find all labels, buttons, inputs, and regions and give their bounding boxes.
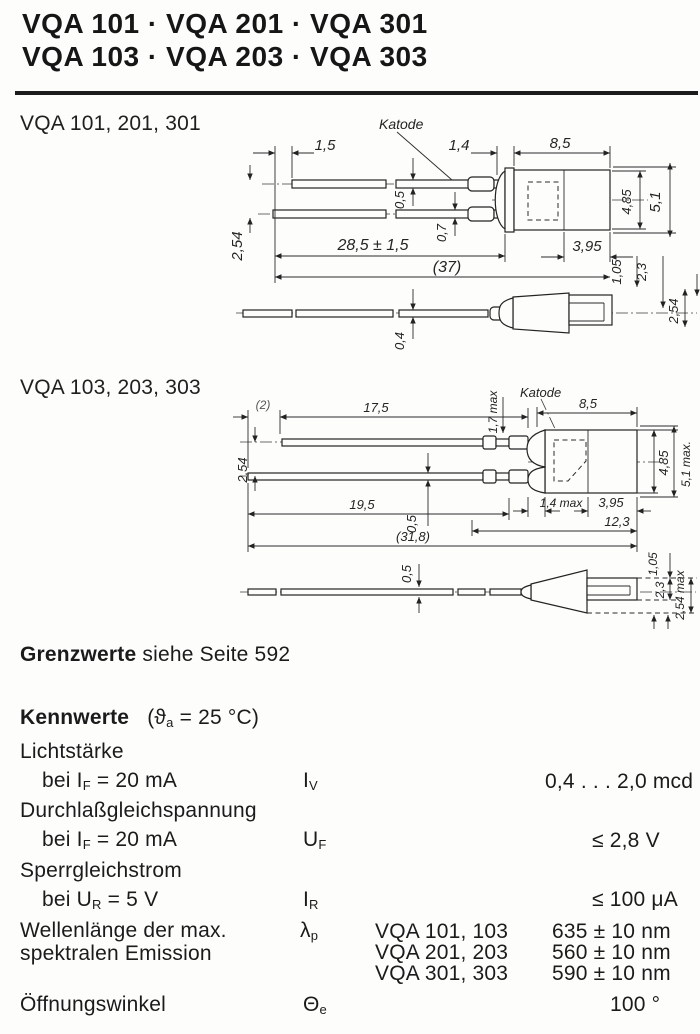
dim-pitch-side: 2,54 bbox=[666, 298, 681, 324]
dim-standoff-large: 2,3 bbox=[634, 262, 649, 282]
dim-overall-length: (37) bbox=[432, 259, 462, 276]
title-divider-rule bbox=[15, 91, 698, 95]
row-sperr-condition: bei $U_R = 5$ V bbox=[42, 888, 159, 912]
dim-lead-top-length: 17,5 bbox=[363, 400, 389, 415]
row-sperr-value: ≤ 100 μA bbox=[592, 888, 678, 911]
row-oeffnung-value: 100 ° bbox=[610, 993, 661, 1016]
drawing1-katode-label: Katode bbox=[379, 116, 424, 132]
dim-cap-length2: 3,95 bbox=[598, 495, 624, 510]
dim-body-diameter: 4,85 bbox=[619, 189, 634, 215]
drawing2-leads bbox=[248, 436, 528, 483]
dim-standoff-small: 1,05 bbox=[609, 259, 624, 285]
row-wellenlaenge-value-2: 560 ± 10 nm bbox=[552, 941, 671, 964]
dim-lead-pitch: 2,54 bbox=[229, 231, 246, 261]
row-oeffnung-symbol: $\Theta_e$ bbox=[303, 993, 327, 1017]
row-lichtstaerke-name: Lichtstärke bbox=[20, 740, 124, 763]
kennwerte-heading: Kennwerte bbox=[20, 706, 130, 729]
drawing2-body bbox=[527, 430, 637, 493]
dim-overall-length2: (31,8) bbox=[396, 529, 430, 544]
row-oeffnung-name: Öffnungswinkel bbox=[20, 993, 166, 1016]
grenzwerte-rest: siehe Seite 592 bbox=[142, 643, 291, 666]
row-wellenlaenge-value-1: 635 ± 10 nm bbox=[552, 920, 671, 943]
row-lichtstaerke-symbol: $I_V$ bbox=[303, 769, 318, 793]
dim-lead-thickness-top: 0,5 bbox=[392, 190, 407, 210]
drawing2-centerlines bbox=[240, 399, 696, 592]
row-wellenlaenge-type-2: VQA 201, 203 bbox=[375, 941, 509, 964]
page-title-line2: VQA 103 · VQA 203 · VQA 303 bbox=[22, 41, 428, 72]
dim-lead-thickness2: 0,5 bbox=[404, 514, 419, 534]
dim-standoff-small2: 1,05 bbox=[646, 552, 660, 576]
drawing1-body bbox=[495, 168, 610, 232]
kennwerte-heading-line bbox=[20, 706, 259, 730]
dim-pitch-side2: 2,54 max bbox=[673, 570, 687, 620]
row-wellenlaenge-symbol: $\lambda_p$ bbox=[300, 919, 319, 943]
drawing1-side-view bbox=[243, 293, 612, 333]
row-durchlass-condition: bei $I_F = 20$ mA bbox=[42, 828, 178, 852]
dim-lead-offset: 1,5 bbox=[314, 137, 336, 154]
dim-body-length2: 8,5 bbox=[578, 396, 598, 411]
row-durchlass-symbol: $U_F$ bbox=[303, 828, 327, 852]
dim-lens-length: 1,4 max bbox=[539, 496, 583, 510]
row-sperr-symbol: $I_R$ bbox=[303, 888, 319, 912]
row-wellenlaenge-type-3: VQA 301, 303 bbox=[375, 962, 509, 985]
dim-flange-diameter2: 5,1 max. bbox=[679, 440, 693, 488]
dim-body-diameter2: 4,85 bbox=[656, 450, 671, 476]
dim-tip-offset: (2) bbox=[255, 398, 271, 412]
dim-lead-pitch2: 2,54 bbox=[235, 457, 250, 483]
row-durchlass-value: ≤ 2,8 V bbox=[592, 829, 660, 852]
dim-flange-diameter: 5,1 bbox=[647, 191, 664, 213]
row-wellenlaenge-type-1: VQA 101, 103 bbox=[375, 920, 509, 943]
dim-lead-thickness-side: 0,4 bbox=[392, 331, 407, 351]
row-lichtstaerke-condition: bei $I_F = 20$ mA bbox=[42, 769, 178, 793]
row-wellenlaenge-name2: spektralen Emission bbox=[20, 942, 212, 965]
page-title-line1: VQA 101 · VQA 201 · VQA 301 bbox=[22, 8, 428, 39]
dim-lead-bottom-length: 19,5 bbox=[349, 497, 375, 512]
drawing2-katode-label: Katode bbox=[520, 385, 562, 400]
drawing2-label: VQA 103, 203, 303 bbox=[20, 376, 201, 399]
row-durchlass-name: Durchlaßgleichspannung bbox=[20, 799, 257, 822]
kennwerte-condition: ($ϑ_a = 25$ °C) bbox=[147, 706, 260, 730]
row-wellenlaenge-name1: Wellenlänge der max. bbox=[20, 919, 227, 942]
dim-collar-height: 1,7 max bbox=[486, 390, 500, 434]
drawing2-side-view bbox=[248, 570, 637, 613]
drawing1-technical-drawing bbox=[0, 105, 700, 360]
row-sperr-name: Sperrgleichstrom bbox=[20, 859, 182, 882]
grenzwerte-bold: Grenzwerte bbox=[20, 643, 137, 666]
dim-standoff-large2: 2,3 bbox=[653, 581, 667, 599]
grenzwerte-line bbox=[20, 643, 290, 667]
dim-cap-length: 3,95 bbox=[572, 238, 602, 255]
dim-lead-length: 28,5 ± 1,5 bbox=[337, 237, 409, 254]
drawing1-dimension-lines bbox=[250, 132, 697, 339]
drawing2-technical-drawing bbox=[0, 372, 700, 634]
dim-lead-thickness-side2: 0,5 bbox=[399, 564, 414, 584]
dim-body-length: 8,5 bbox=[549, 135, 571, 152]
row-lichtstaerke-value: 0,4 . . . 2,0 mcd bbox=[545, 770, 694, 793]
drawing1-label: VQA 101, 201, 301 bbox=[20, 112, 201, 135]
dim-lead-thickness-bottom: 0,7 bbox=[434, 223, 449, 243]
row-wellenlaenge-value-3: 590 ± 10 nm bbox=[552, 962, 671, 985]
dim-front-length: 12,3 bbox=[604, 514, 630, 529]
dim-flange-width: 1,4 bbox=[448, 137, 470, 154]
